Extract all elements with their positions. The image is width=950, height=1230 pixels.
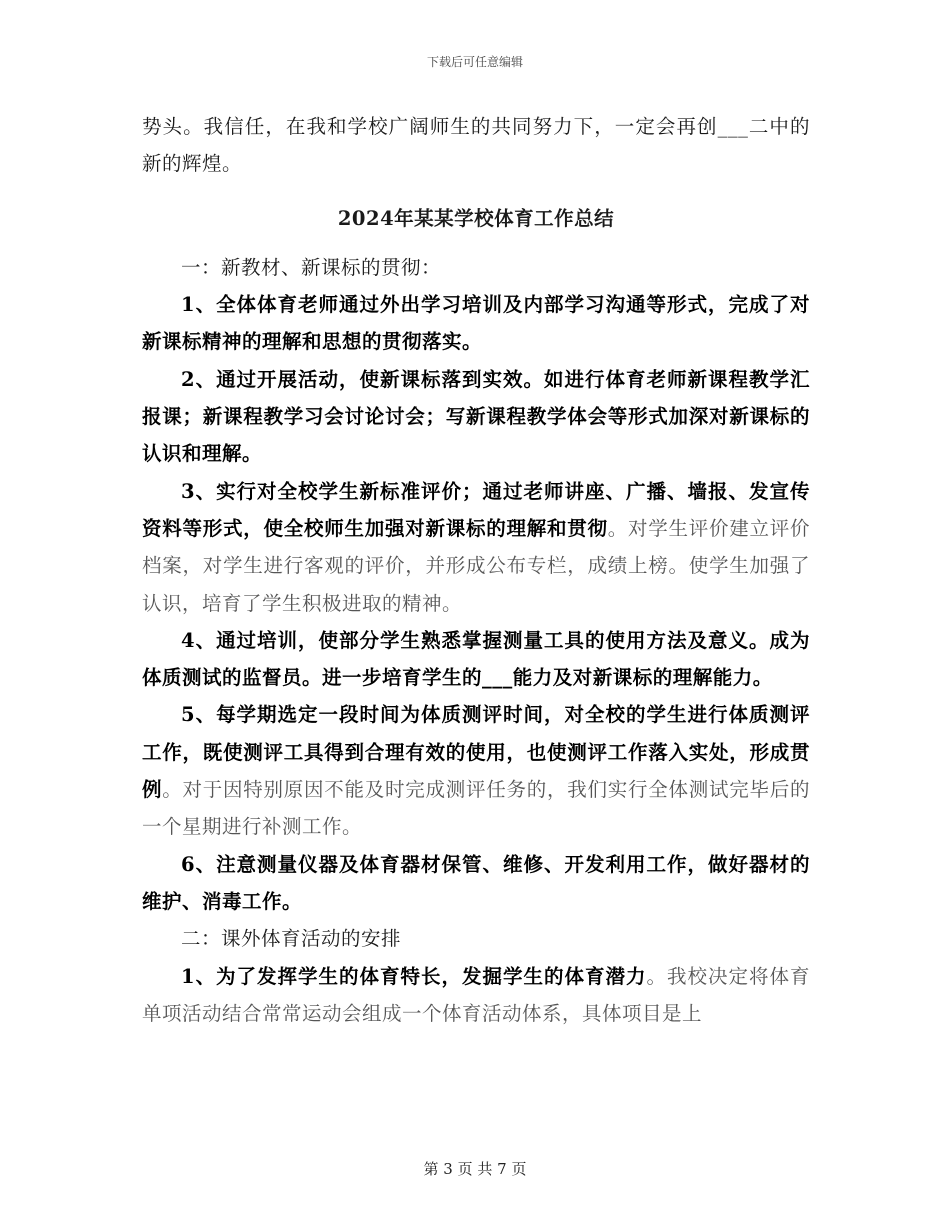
paragraph-1: 1、全体体育老师通过外出学习培训及内部学习沟通等形式，完成了对新课标精神的理解和思想的贯彻落实。 [142,293,810,354]
paragraph-7 [142,958,810,1033]
paragraph-6: 6、注意测量仪器及体育器材保管、维修、开发利用工作，做好器材的维护、消毒工作。 [142,852,810,913]
paragraph-7-normal: 。我校决定将体育单项活动结合常常运动会组成一个体育活动体系，具体项目是上 [142,964,810,1025]
paragraph-7-bold: 1、为了发挥学生的体育特长，发掘学生的体育潜力 [181,964,647,988]
paragraph-3-bold: 3、实行对全校学生新标准评价；通过老师讲座、广播、墙报、发宣传资料等形式，使全校师生加强对新课标的理解和贯彻 [142,479,810,540]
paragraph-2: 2、通过开展活动，使新课标落到实效。如进行体育老师新课程教学汇报课；新课程教学习会讨论讨会；写新课程教学体会等形式加深对新课标的认识和理解。 [142,367,810,466]
paragraph-3-normal: 。对学生评价建立评价档案，对学生进行客观的评价，并形成公布专栏，成绩上榜。使学生加强了认识，培育了学生积极进取的精神。 [142,516,810,615]
page-footer: 第 3 页 共 7 页 [423,1160,527,1178]
document-body [142,108,810,1032]
paragraph-5 [142,696,810,845]
section-heading-2: 二：课外体育活动的安排 [181,927,402,951]
paragraph-4: 4、通过培训，使部分学生熟悉掌握测量工具的使用方法及意义。成为体质测试的监督员。进一步培育学生的___能力及对新课标的理解能力。 [142,628,810,690]
page-header: 下载后可任意编辑 [426,55,523,69]
section-heading-1: 一：新教材、新课标的贯彻： [181,255,442,279]
document-title: 2024年某某学校体育工作总结 [337,206,615,230]
paragraph-3 [142,473,810,622]
paragraph-continuation: 势头。我信任，在我和学校广阔师生的共同努力下，一定会再创___二中的新的辉煌。 [142,115,810,176]
paragraph-5-bold: 5、每学期选定一段时间为体质测评时间，对全校的学生进行体质测评工作，既使测评工具得到合理有效的使用，也使测评工作落入实处，形成贯例 [142,703,810,802]
paragraph-5-normal: 。对于因特别原因不能及时完成测评任务的，我们实行全体测试完毕后的一个星期进行补测工作。 [142,778,810,839]
